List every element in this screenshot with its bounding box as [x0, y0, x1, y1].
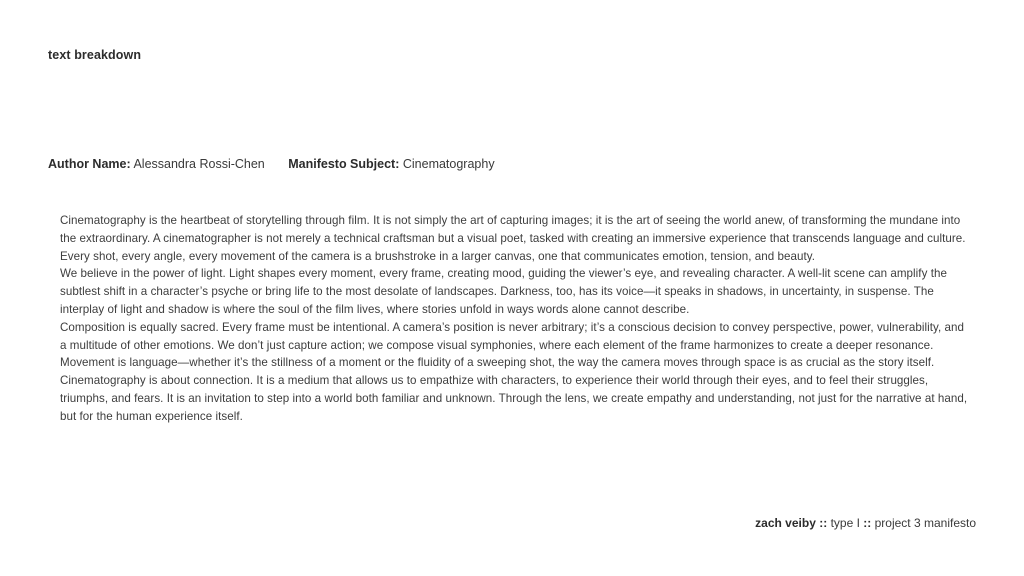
footer-separator: ::	[819, 516, 828, 530]
footer-author-name: zach veiby	[755, 516, 816, 530]
author-field	[48, 157, 268, 171]
manifesto-paragraph-4: Cinematography is about connection. It is a medium that allows us to empathize with characters, to experience their world through their eyes, and to feel their struggles, triumphs, and fears. It is an invitation to step into a world both familiar and unknown. Through the lens, we create empathy and understanding, not just for the narrative at hand, but for the human experience itself.	[60, 374, 968, 423]
footer-project: project 3 manifesto	[874, 516, 976, 530]
author-label: Author Name:	[48, 157, 131, 171]
manifesto-body	[60, 212, 968, 426]
manifesto-meta	[48, 157, 495, 171]
subject-field	[288, 157, 494, 171]
author-value: Alessandra Rossi-Chen	[133, 157, 265, 171]
subject-label: Manifesto Subject:	[288, 157, 400, 171]
footer-course: type I	[830, 516, 860, 530]
footer-credit	[755, 516, 976, 530]
manifesto-paragraph-3: Composition is equally sacred. Every frame must be intentional. A camera’s position is never arbitrary; it’s a conscious decision to convey perspective, power, vulnerability, and a multitude of other emotions. We don’t just capture action; we compose visual symphonies, where each element of the frame harmonizes to create a deeper resonance. Movement is language—whether it’s the stillness of a moment or the fluidity of a sweeping shot, the way the camera moves through space is as crucial as the story itself.	[60, 320, 964, 370]
page-title: text breakdown	[48, 48, 142, 62]
manifesto-paragraph-2: We believe in the power of light. Light shapes every moment, every frame, creating mood, guiding the viewer’s eye, and revealing character. A well-lit scene can amplify the subtlest shift in a character’s psyche or bring life to the most desolate of landscapes. Darkness, too, has its voice—it speaks in shadows, in uncertainty, in suspense. The interplay of light and shadow is where the soul of the film lives, where stories unfold in ways words alone cannot describe.	[60, 267, 947, 316]
subject-value: Cinematography	[402, 157, 495, 171]
footer-separator: ::	[863, 516, 872, 530]
manifesto-paragraph-1: Cinematography is the heartbeat of storytelling through film. It is not simply the art of capturing images; it is the art of seeing the world anew, of transforming the mundane into the extraordinary. A cinematographer is not merely a technical craftsman but a visual poet, tasked with creating an immersive experience that transcends language and culture. Every shot, every angle, every movement of the camera is a brushstroke in a larger canvas, one that communicates emotion, tension, and beauty.	[60, 214, 966, 263]
